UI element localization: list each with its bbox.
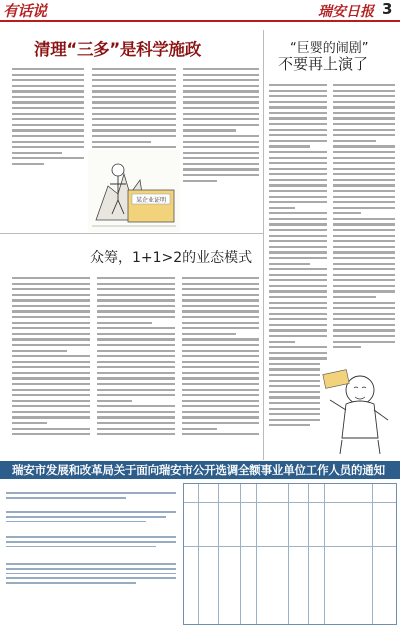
article3-column-2 — [97, 277, 175, 439]
section-divider — [0, 233, 263, 234]
article2-title-line2: 不要再上演了 — [278, 55, 369, 73]
newspaper-brand: 瑞安日报 — [318, 4, 374, 20]
cartoon-certificate — [88, 150, 180, 232]
cartoon-baby — [320, 360, 396, 458]
article2-column-1 — [269, 84, 327, 430]
article2-title-line1: “巨婴的闹剧” — [290, 41, 369, 56]
article1-title: 清理“三多”是科学施政 — [34, 40, 201, 59]
article3-column-3 — [182, 277, 259, 439]
article3-column-1 — [12, 277, 90, 439]
ad-position-table — [183, 483, 397, 625]
page-header — [0, 0, 400, 22]
cartoon-sign-text: 某企业证明 — [135, 197, 167, 204]
section-title: 有话说 — [3, 2, 47, 20]
article3-title: 众筹，1+1>2的业态模式 — [90, 250, 253, 266]
page-number: 3 — [382, 0, 393, 18]
article1-column-1 — [12, 68, 84, 168]
column-divider — [263, 30, 264, 460]
cartoon-caption — [12, 174, 86, 210]
article2-column-2 — [333, 84, 395, 352]
article1-column-3 — [183, 68, 259, 185]
ad-title: 瑞安市发展和改革局关于面向瑞安市公开选调全额事业单位工作人员的通知 — [12, 463, 385, 477]
